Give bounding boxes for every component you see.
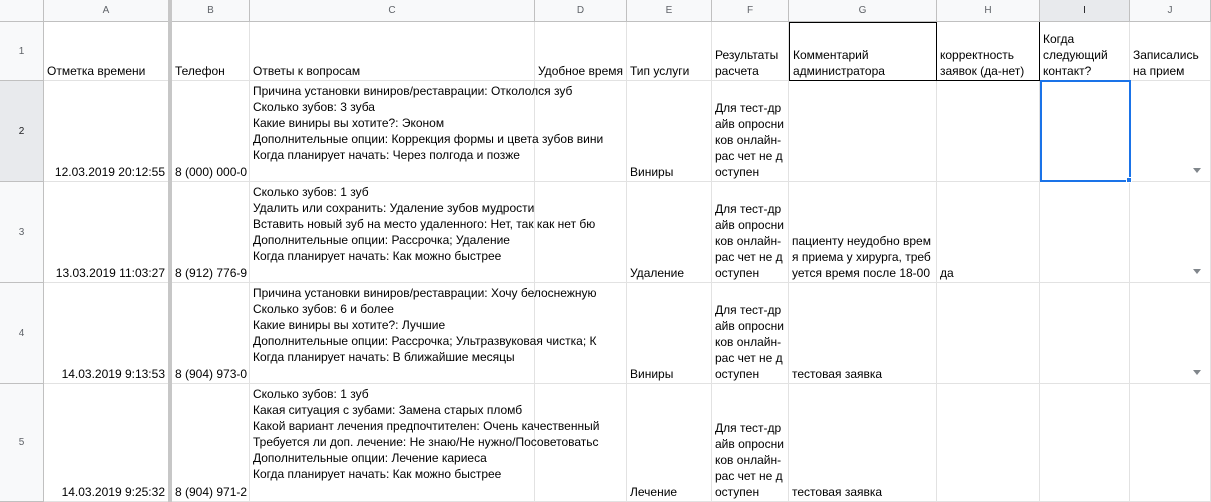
answers-value: Причина установки виниров/реставрации: Откололся зуб Сколько зубов: 3 зуба Какие виниры вы хотите?: Эконом Дополнительные опции: Коррекция формы и цвета зубов вини Когда планирует начать: Через полгода и позже [253, 84, 604, 162]
timestamp-value: 14.03.2019 9:25:32 [61, 485, 165, 499]
header-cell-service-type[interactable] [627, 22, 712, 81]
row-header-5[interactable]: 5 [0, 384, 44, 502]
cell-booked[interactable] [1130, 384, 1211, 502]
header-cell-convenient-time[interactable] [535, 22, 627, 81]
cell-phone[interactable] [172, 81, 250, 182]
service-type-value: Удаление [630, 266, 685, 280]
column-header-d[interactable]: D [535, 0, 627, 22]
header-cell-next-contact[interactable] [1040, 22, 1130, 81]
row-header-4[interactable]: 4 [0, 283, 44, 384]
cell-service-type[interactable] [627, 81, 712, 182]
phone-value: 8 (912) 776-9 [175, 266, 248, 280]
header-cell-answers[interactable] [250, 22, 535, 81]
cell-correctness[interactable] [937, 182, 1040, 283]
admin-comment-value: пациенту неудобно время приема у хирурга, требуется время после 18-00 [792, 234, 931, 280]
cell-correctness[interactable] [937, 81, 1040, 182]
calc-results-value: Для тест-драйв опросников онлайн-рас чет не доступен [715, 303, 784, 381]
cell-answers[interactable] [250, 182, 596, 283]
cell-service-type[interactable] [627, 384, 712, 502]
header-label-phone: Телефон [175, 64, 225, 78]
timestamp-value: 13.03.2019 11:03:27 [55, 266, 165, 280]
header-label-correctness: корректность заявок (да-нет) [940, 48, 1025, 78]
column-header-g[interactable]: G [789, 0, 937, 22]
fill-handle[interactable] [1126, 177, 1132, 183]
phone-value: 8 (000) 000-0 [175, 165, 248, 179]
cell-admin-comment[interactable] [789, 384, 937, 502]
cell-calc-results[interactable] [712, 384, 789, 502]
cell-phone[interactable] [172, 384, 250, 502]
cell-phone[interactable] [172, 283, 250, 384]
column-header-f[interactable]: F [712, 0, 789, 22]
phone-value: 8 (904) 971-2 [175, 485, 248, 499]
column-header-c[interactable]: C [250, 0, 535, 22]
cell-calc-results[interactable] [712, 81, 789, 182]
cell-booked[interactable] [1130, 81, 1211, 182]
cell-next-contact[interactable] [1040, 384, 1130, 502]
cell-timestamp[interactable] [44, 384, 169, 502]
row-header-2[interactable]: 2 [0, 81, 44, 182]
header-cell-timestamp[interactable] [44, 22, 169, 81]
column-header-e[interactable]: E [627, 0, 712, 22]
timestamp-value: 12.03.2019 20:12:55 [54, 165, 165, 179]
cell-correctness[interactable] [937, 384, 1040, 502]
cell-convenient-time[interactable] [535, 81, 627, 182]
dropdown-arrow-icon[interactable] [1193, 269, 1201, 274]
header-label-admin-comment: Комментарий администратора [793, 48, 885, 78]
header-label-timestamp: Отметка времени [47, 64, 146, 78]
cell-timestamp[interactable] [44, 283, 169, 384]
admin-comment-value: тестовая заявка [792, 485, 883, 499]
row-header-1[interactable]: 1 [0, 22, 44, 81]
column-header-a[interactable]: A [44, 0, 169, 22]
phone-value: 8 (904) 973-0 [175, 367, 248, 381]
cell-answers[interactable] [250, 283, 597, 384]
calc-results-value: Для тест-драйв опросников онлайн-рас чет не доступен [715, 421, 784, 499]
cell-service-type[interactable] [627, 283, 712, 384]
cell-answers[interactable] [250, 81, 604, 182]
header-cell-phone[interactable] [172, 22, 250, 81]
cell-convenient-time[interactable] [535, 384, 627, 502]
cell-booked[interactable] [1130, 283, 1211, 384]
header-label-calc-results: Результаты расчета [715, 48, 779, 78]
cell-answers[interactable] [250, 384, 600, 502]
service-type-value: Виниры [630, 367, 674, 381]
answers-value: Сколько зубов: 1 зуб Удалить или сохранить: Удаление зубов мудрости Вставить новый зуб на место удаленного: Нет, так как нет бю Дополнительные опции: Рассрочка; Удаление Когда планирует начать: Как можно быстрее [253, 185, 596, 263]
calc-results-value: Для тест-драйв опросников онлайн-рас чет не доступен [715, 101, 784, 179]
cell-phone[interactable] [172, 182, 250, 283]
header-label-convenient-time: Удобное время [538, 64, 624, 78]
column-header-j[interactable]: J [1130, 0, 1211, 22]
cell-convenient-time[interactable] [535, 283, 627, 384]
cell-timestamp[interactable] [44, 182, 169, 283]
cell-timestamp[interactable] [44, 81, 169, 182]
correctness-value: да [940, 266, 954, 280]
dropdown-arrow-icon[interactable] [1193, 370, 1201, 375]
cell-correctness[interactable] [937, 283, 1040, 384]
cell-next-contact[interactable] [1040, 283, 1130, 384]
row-header-3[interactable]: 3 [0, 182, 44, 283]
cell-convenient-time[interactable] [535, 182, 627, 283]
header-label-answers: Ответы к вопросам [253, 64, 361, 78]
column-header-b[interactable]: B [172, 0, 250, 22]
select-all-corner[interactable] [0, 0, 44, 22]
cell-service-type[interactable] [627, 182, 712, 283]
header-label-service-type: Тип услуги [630, 64, 690, 78]
dropdown-arrow-icon[interactable] [1193, 168, 1201, 173]
header-cell-admin-comment[interactable] [789, 22, 937, 81]
timestamp-value: 14.03.2019 9:13:53 [61, 367, 165, 381]
answers-value: Причина установки виниров/реставрации: Хочу белоснежную Сколько зубов: 6 и более Какие виниры вы хотите?: Лучшие Дополнительные опции: Рассрочка; Ультразвуковая чистка; К Когда планирует начать: В ближайшие месяцы [253, 286, 597, 364]
header-cell-calc-results[interactable] [712, 22, 789, 81]
answers-value: Сколько зубов: 1 зуб Какая ситуация с зубами: Замена старых пломб Какой вариант лечения предпочтителен: Очень качественный Требуется ли доп. лечение: Не знаю/Не нужно/Посоветоватьс Дополнительные опции: Лечение кариеса Когда планирует начать: Как можно быстрее [253, 387, 600, 481]
header-cell-booked[interactable] [1130, 22, 1211, 81]
admin-comment-value: тестовая заявка [792, 367, 883, 381]
active-cell-selection[interactable] [1040, 80, 1131, 182]
cell-admin-comment[interactable] [789, 283, 937, 384]
frozen-column-divider[interactable] [168, 0, 172, 502]
column-header-h[interactable]: H [937, 0, 1040, 22]
column-header-i[interactable]: I [1040, 0, 1130, 22]
service-type-value: Виниры [630, 165, 674, 179]
cell-calc-results[interactable] [712, 182, 789, 283]
cell-admin-comment[interactable] [789, 182, 937, 283]
service-type-value: Лечение [630, 485, 678, 499]
header-label-next-contact: Когда следующий контакт? [1043, 32, 1108, 78]
calc-results-value: Для тест-драйв опросников онлайн-рас чет не доступен [715, 202, 784, 280]
header-cell-correctness[interactable] [937, 22, 1040, 81]
cell-admin-comment[interactable] [789, 81, 937, 182]
header-label-booked: Записались на прием [1133, 48, 1199, 78]
cell-calc-results[interactable] [712, 283, 789, 384]
cell-next-contact[interactable] [1040, 182, 1130, 283]
cell-booked[interactable] [1130, 182, 1211, 283]
